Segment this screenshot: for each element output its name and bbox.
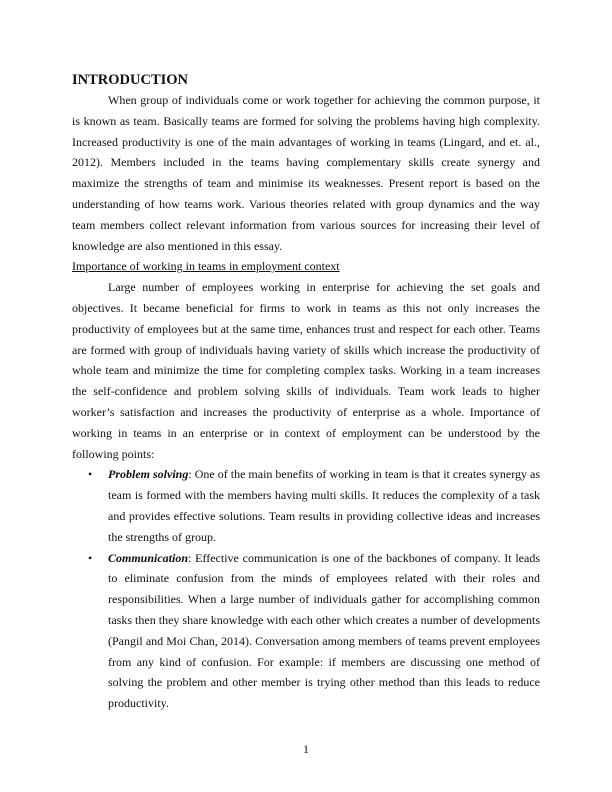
bullet-term: Problem solving bbox=[108, 467, 189, 482]
bullet-icon: • bbox=[88, 467, 93, 482]
bullet-list bbox=[72, 464, 540, 714]
document-page bbox=[72, 70, 540, 714]
intro-paragraph: When group of individuals come or work together for achieving the common purpose, it is known as team. Basically teams are formed for solving the problems having high complexity. Increased productivity is one of the main advantages of working in teams (Lingard, and et. al., 2012). Members included in the teams having complementary skills create synergy and maximize the strengths of team and minimise its weaknesses. Present report is based on the understanding of how teams work. Various theories related with group dynamics and the way team members collect relevant information from various sources for increasing their level of knowledge are also mentioned in this essay. bbox=[72, 93, 540, 253]
bullet-text: : Effective communication is one of the backbones of company. It leads to eliminate confusion from the minds of employees related with their roles and responsibilities. When a large number of individuals gather for accomplishing common tasks then they share knowledge with each other which creates a number of developments (Pangil and Moi Chan, 2014). Conversation among members of teams prevent employees from any kind of confusion. For example: if members are discussing one method of solving the problem and other member is trying other method than this leads to reduce productivity. bbox=[108, 550, 540, 711]
bullet-term: Communication bbox=[108, 550, 189, 565]
page-number: 1 bbox=[303, 742, 309, 756]
subsection-heading: Importance of working in teams in employment context bbox=[72, 259, 340, 274]
bullet-item-problem-solving bbox=[72, 464, 540, 547]
section-heading: INTRODUCTION bbox=[72, 72, 189, 88]
bullet-icon: • bbox=[88, 550, 93, 565]
bullet-text: : One of the main benefits of working in team is that it creates synergy as team is formed with the members having multi skills. It reduces the complexity of a task and provides effective solutions. Team results in providing collective ideas and increases the strengths of group. bbox=[108, 467, 540, 544]
body-paragraph: Large number of employees working in enterprise for achieving the set goals and objectives. It became beneficial for firms to work in teams as this not only increases the productivity of employees but at the same time, enhances trust and respect for each other. Teams are formed with group of individuals having variety of skills which increase the productivity of whole team and minimize the time for completing complex tasks. Working in a team increases the self-confidence and problem solving skills of individuals. Team work leads to higher worker’s satisfaction and increases the productivity of enterprise as a whole. Importance of working in teams in an enterprise or in context of employment can be understood by the following points: bbox=[72, 280, 540, 461]
bullet-item-communication bbox=[72, 548, 540, 714]
